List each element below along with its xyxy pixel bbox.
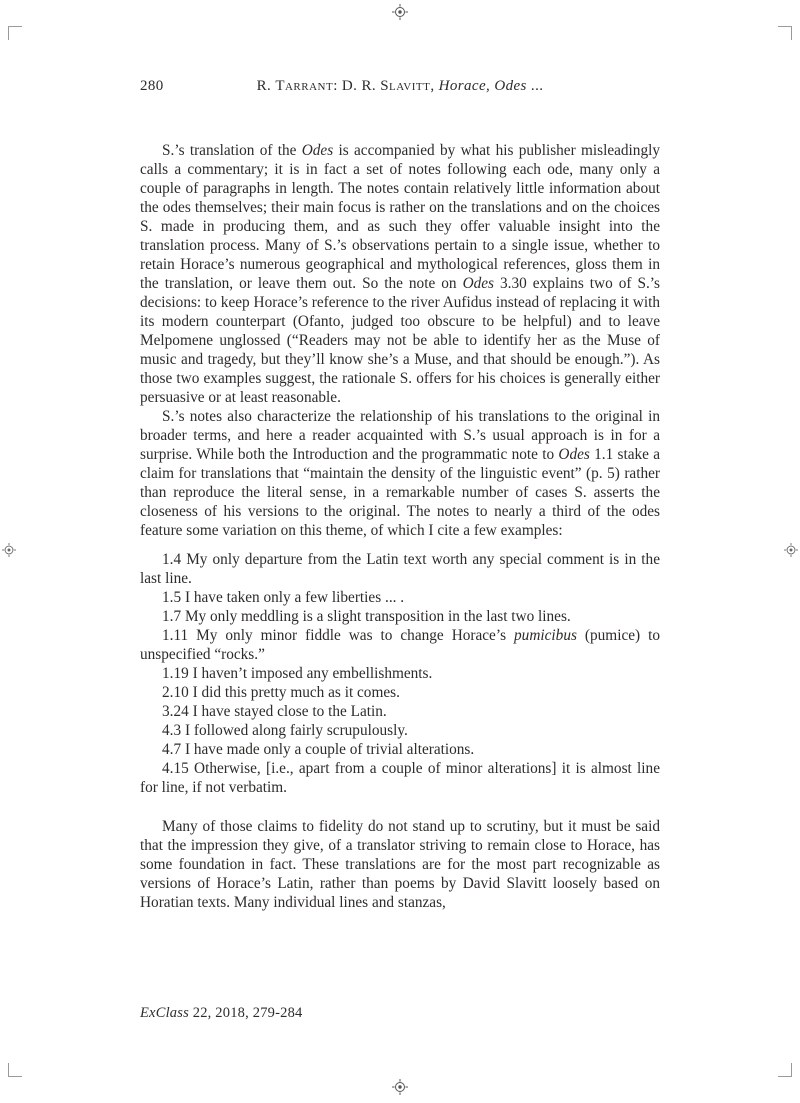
page-number: 280 xyxy=(140,78,164,94)
quote-item: 1.7 My only meddling is a slight transposition in the last two lines. xyxy=(162,608,571,625)
body-paragraph: Many of those claims to fidelity do not stand up to scrutiny, but it must be said that the impression they give, of a translator striving to remain close to Horace, has some foundation in fact. These translations are for the most part recognizable as versions of Horace’s Latin, rather than poems by David Slavitt loosely based on Horatian texts. Many individual lines and stanzas, xyxy=(140,818,660,911)
quote-item: 2.10 I did this pretty much as it comes. xyxy=(162,684,400,701)
registration-mark-icon xyxy=(2,543,16,557)
registration-mark-icon xyxy=(784,543,798,557)
registration-mark-icon xyxy=(392,1079,408,1095)
body-paragraph: S.’s notes also characterize the relationship of his translations to the original in broader terms, and here a reader acquainted with S.’s usual approach is in for a surprise. While both the Introduction and the programmatic note to Odes 1.1 stake a claim for translations that “maintain the density of the linguistic event” (p. 5) rather than reproduce the literal sense, in a remarkable number of cases S. asserts the closeness of his versions to the original. The notes to nearly a third of the odes feature some variation on this theme, of which I cite a few examples: xyxy=(140,408,660,539)
crop-mark-icon xyxy=(8,1063,22,1077)
text-block xyxy=(140,78,660,912)
crop-mark-icon xyxy=(8,26,22,40)
body-text xyxy=(140,141,660,912)
quote-block xyxy=(140,550,660,797)
quote-item: 4.15 Otherwise, [i.e., apart from a couple of minor alterations] it is almost line for line, if not verbatim. xyxy=(140,760,660,796)
crop-mark-icon xyxy=(778,26,792,40)
quote-item: 1.19 I haven’t imposed any embellishments. xyxy=(162,665,433,682)
quote-item: 4.3 I followed along fairly scrupulously. xyxy=(162,722,408,739)
body-paragraph: S.’s translation of the Odes is accompanied by what his publisher misleadingly calls a commentary; it is in fact a set of notes following each ode, many only a couple of paragraphs in length. The notes contain relatively little information about the odes themselves; their main focus is rather on the translations and on the choices S. made in producing them, and as such they offer valuable insight into the translation process. Many of S.’s observations pertain to a single issue, whether to retain Horace’s numerous geographical and mythological references, gloss them in the translation, or leave them out. So the note on Odes 3.30 explains two of S.’s decisions: to keep Horace’s reference to the river Aufidus instead of replacing it with its modern counterpart (Ofanto, judged too obscure to be helpful) and to leave Melpomene unglossed (“Readers may not be able to identify her as the Muse of music and tragedy, but they’ll know she’s a Muse, and that should be enough.”). As those two examples suggest, the rationale S. offers for his choices is generally either persuasive or at least reasonable. xyxy=(140,142,660,406)
crop-mark-icon xyxy=(778,1063,792,1077)
running-header xyxy=(140,78,660,98)
registration-mark-icon xyxy=(392,4,408,20)
quote-item: 4.7 I have made only a couple of trivial alterations. xyxy=(162,741,475,758)
quote-item: 1.11 My only minor fiddle was to change Horace’s pumicibus (pumice) to unspecified “rocks.” xyxy=(140,627,660,663)
quote-item: 1.4 My only departure from the Latin text worth any special comment is in the last line. xyxy=(140,551,660,587)
footer-citation: ExClass 22, 2018, 279-284 xyxy=(140,1005,303,1021)
quote-item: 3.24 I have stayed close to the Latin. xyxy=(162,703,387,720)
running-header-title: R. Tarrant: D. R. Slavitt, Horace, Odes ... xyxy=(256,78,544,94)
quote-item: 1.5 I have taken only a few liberties ... . xyxy=(162,589,405,606)
